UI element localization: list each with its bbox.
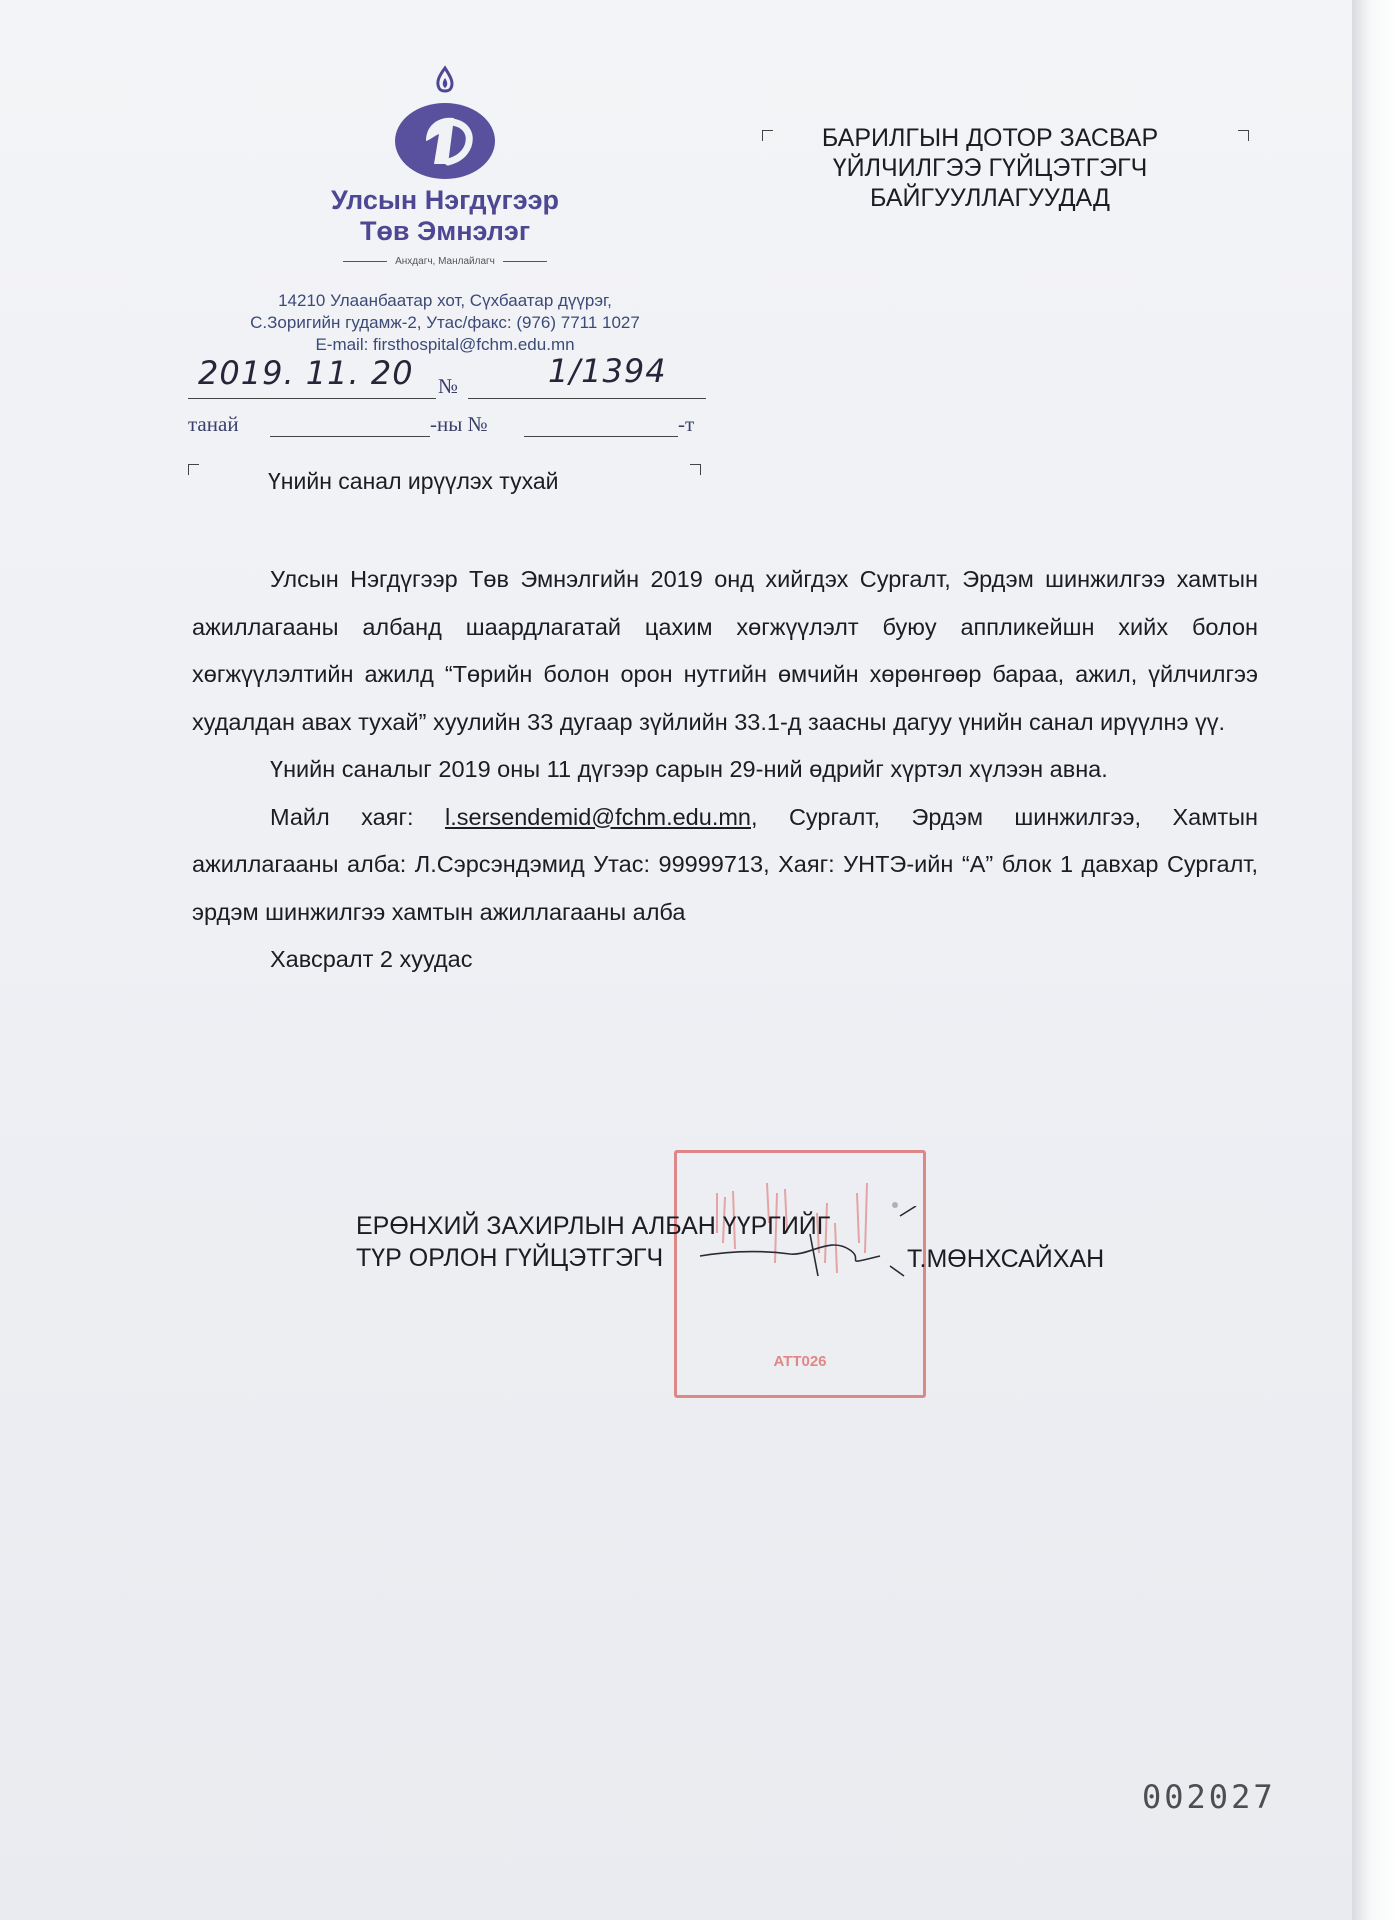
hospital-emblem-icon [392, 60, 498, 180]
addressee-line2: ҮЙЛЧИЛГЭЭ ГҮЙЦЭТГЭГЧ [832, 154, 1148, 182]
subject-line: Үнийн санал ирүүлэх тухай [268, 468, 559, 494]
addressee-line3: БАЙГУУЛЛАГУУДАД [869, 184, 1110, 212]
your-reference-row [188, 412, 708, 442]
attachment-note: Хавсралт 2 хуудас [270, 946, 473, 972]
motto-rule-left [343, 261, 387, 262]
signer-title-line1: ЕРӨНХИЙ ЗАХИРЛЫН АЛБАН ҮҮРГИЙГ [356, 1212, 831, 1240]
letter-body [192, 556, 1258, 984]
signer-title-line2: ТҮР ОРЛОН ГҮЙЦЭТГЭГЧ [356, 1244, 664, 1272]
number-line [468, 398, 706, 399]
contact-email-link[interactable]: l.sersendemid@fchm.edu.mn [445, 803, 751, 830]
addressee-line1: БАРИЛГЫН ДОТОР ЗАСВАР [821, 124, 1159, 152]
addressee-block [820, 123, 1160, 213]
email-line: E-mail: firsthospital@fchm.edu.mn [315, 335, 575, 354]
addressee-corner-left [762, 130, 773, 141]
handwritten-signature-icon [690, 1206, 930, 1296]
contact-prefix: Майл хаяг: [270, 803, 446, 830]
number-symbol: № [438, 374, 459, 398]
signer-name: Т.МӨНХСАЙХАН [907, 1245, 1105, 1273]
subject-corner-right [690, 464, 701, 475]
handwritten-number: 1/1394 [548, 352, 667, 390]
hospital-logo [320, 60, 570, 270]
page-edge [1352, 0, 1396, 1920]
your-suffix: -ны № [430, 412, 488, 436]
org-name-line2: Төв Эмнэлэг [359, 216, 531, 246]
document-serial-number: 002027 [1142, 1778, 1276, 1816]
org-motto [320, 256, 570, 267]
motto-text: Анхдагч, Манлайлагч [395, 256, 495, 267]
body-paragraph2: Үнийн саналыг 2019 оны 11 дүгээр сарын 29-ний өдрийг хүртэл хүлээн авна. [270, 756, 1108, 782]
body-paragraph1: Улсын Нэгдүгээр Төв Эмнэлгийн 2019 онд хийгдэх Сургалт, Эрдэм шинжилгээ хамтын ажиллагааны албанд шаардлагатай цахим хөгжүүлэлт буюу аппликейшн хийх болон хөгжүүлэлтийн ажилд “Төрийн болон орон нутгийн өмчийн хөрөнгөөр бараа, ажил, үйлчилгээ худалдан авах тухай” хуулийн 33 дугаар зүйлийн 33.1-д заасны дагуу үнийн санал ирүүлнэ үү. [192, 566, 1258, 735]
your-number-line [524, 436, 678, 437]
your-end: -т [678, 412, 695, 436]
org-name-line1: Улсын Нэгдүгээр [330, 185, 560, 215]
address-line1: 14210 Улаанбаатар хот, Сүхбаатар дүүрэг, [278, 291, 612, 310]
subject-corner-left [188, 464, 199, 475]
reference-row [188, 352, 706, 406]
date-line [188, 398, 436, 399]
org-address [200, 290, 690, 356]
addressee-corner-right [1238, 130, 1249, 141]
body-paragraph3 [192, 794, 1258, 937]
your-label: танай [188, 412, 239, 436]
handwritten-date: 2019. 11. 20 [198, 354, 414, 392]
motto-rule-right [503, 261, 547, 262]
your-date-line [270, 436, 430, 437]
stamp-code: ATT026 [773, 1353, 827, 1370]
address-line2: С.Зоригийн гудамж-2, Утас/факс: (976) 7711 1027 [250, 313, 640, 332]
contact-details: , Сургалт, Эрдэм шинжилгээ, Хамтын ажиллагааны алба: Л.Сэрсэндэмид Утас: 99999713, Хаяг: УНТЭ-ийн “А” блок 1 давхар Сургалт, эрдэм шинжилгээ хамтын ажиллагааны алба [192, 803, 1258, 925]
